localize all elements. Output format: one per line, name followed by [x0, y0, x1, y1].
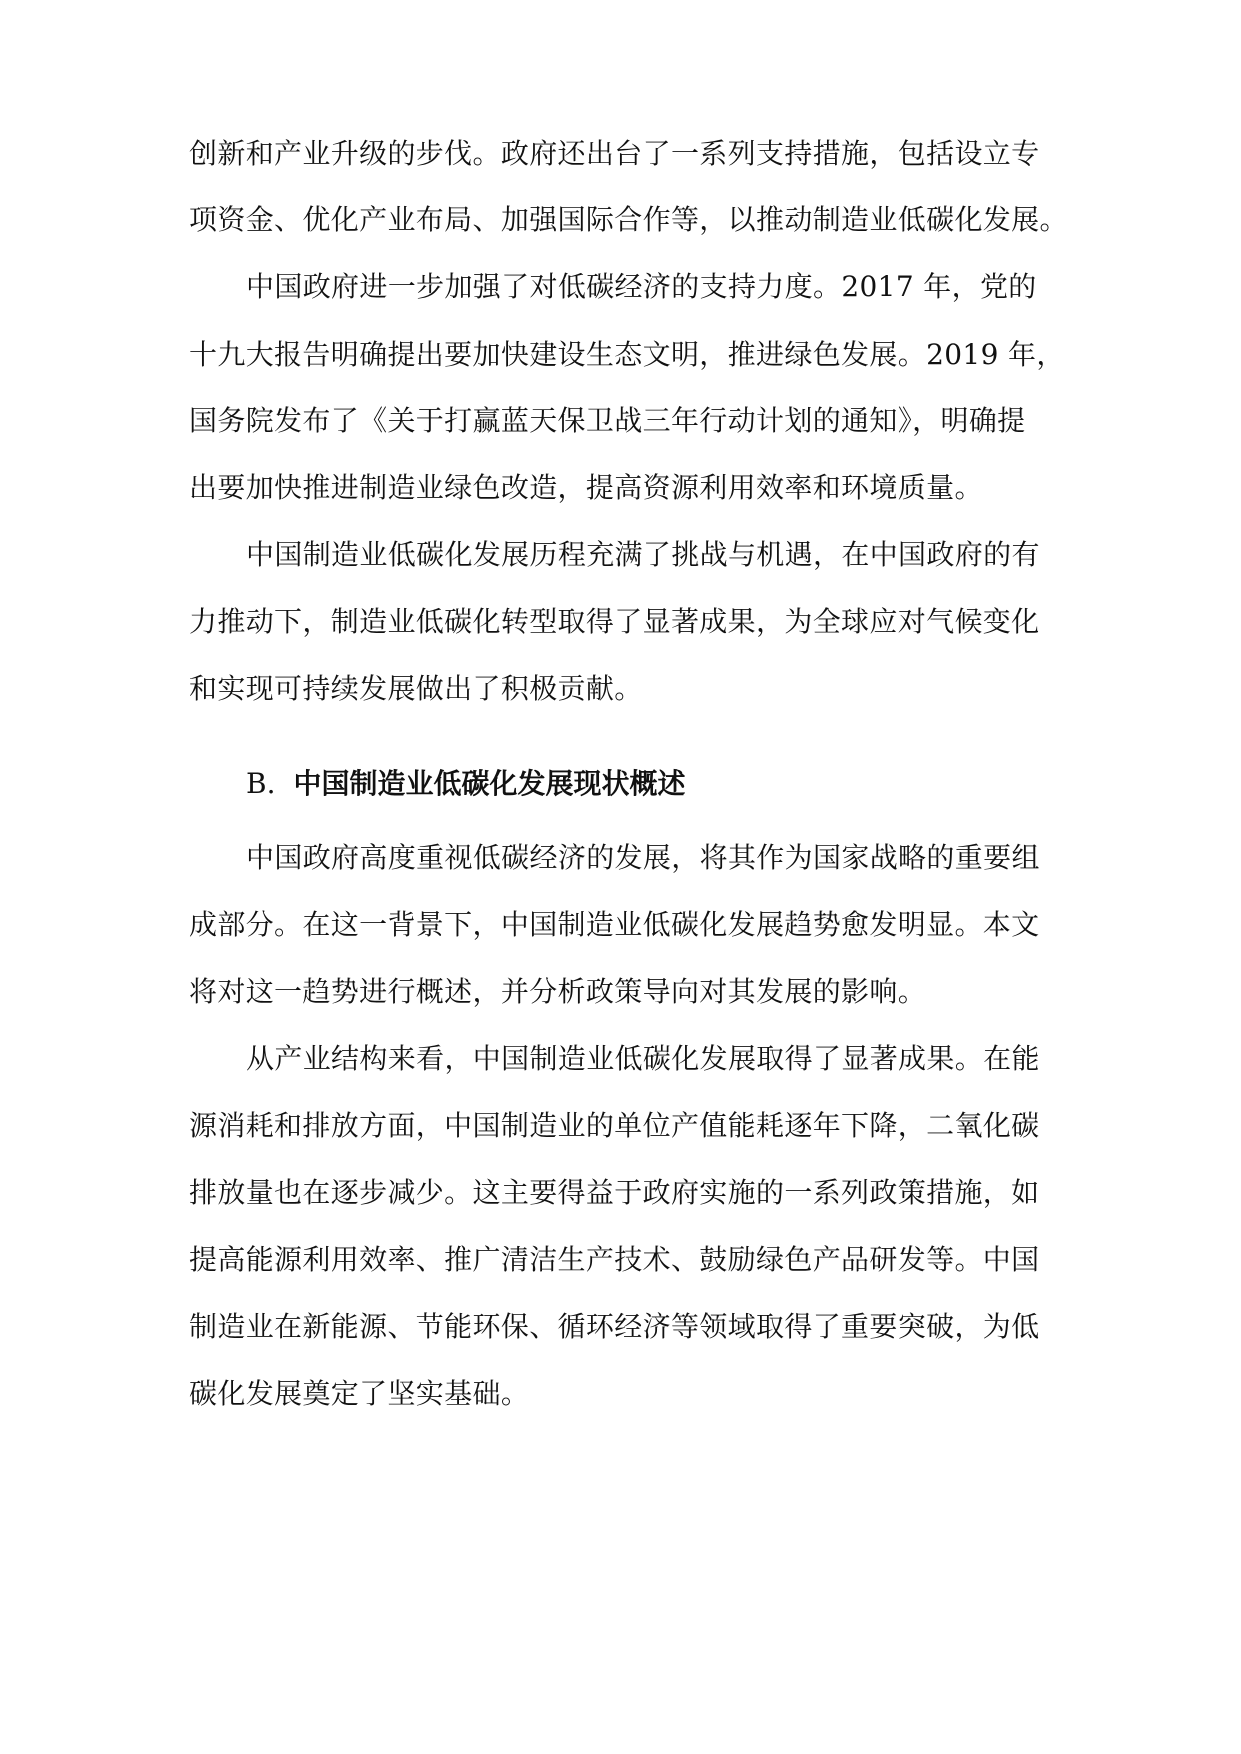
paragraph-2-line-4: 出要加快推进制造业绿色改造，提高资源利用效率和环境质量。 — [189, 471, 983, 504]
section-paragraph-2-line-2: 源消耗和排放方面，中国制造业的单位产值能耗逐年下降，二氧化碳 — [189, 1109, 1040, 1142]
section-title: 中国制造业低碳化发展现状概述 — [293, 767, 686, 800]
paragraph-2-line-3: 国务院发布了《关于打赢蓝天保卫战三年行动计划的通知》，明确提 — [189, 404, 1026, 437]
paragraph-1-line-2: 项资金、优化产业布局、加强国际合作等，以推动制造业低碳化发展。 — [189, 203, 1068, 236]
paragraph-3-line-2: 力推动下，制造业低碳化转型取得了显著成果，为全球应对气候变化 — [189, 605, 1040, 638]
section-heading — [246, 764, 1066, 804]
paragraph-2-line-2: 十九大报告明确提出要加快建设生态文明，推进绿色发展。2019 年， — [189, 338, 1065, 371]
section-paragraph-2-line-4: 提高能源利用效率、推广清洁生产技术、鼓励绿色产品研发等。中国 — [189, 1243, 1040, 1276]
section-paragraph-1-line-1: 中国政府高度重视低碳经济的发展，将其作为国家战略的重要组 — [246, 841, 1040, 874]
section-paragraph-2-line-6: 碳化发展奠定了坚实基础。 — [189, 1377, 530, 1410]
section-paragraph-2-line-5: 制造业在新能源、节能环保、循环经济等领域取得了重要突破，为低 — [189, 1310, 1040, 1343]
paragraph-2-line-1: 中国政府进一步加强了对低碳经济的支持力度。2017 年，党的 — [246, 270, 1037, 303]
paragraph-3-line-3: 和实现可持续发展做出了积极贡献。 — [189, 672, 643, 705]
section-paragraph-2-line-3: 排放量也在逐步减少。这主要得益于政府实施的一系列政策措施，如 — [189, 1176, 1040, 1209]
section-number: B. — [246, 767, 276, 800]
section-paragraph-2-line-1: 从产业结构来看，中国制造业低碳化发展取得了显著成果。在能 — [246, 1042, 1040, 1075]
paragraph-1-line-1: 创新和产业升级的步伐。政府还出台了一系列支持措施，包括设立专 — [189, 137, 1040, 170]
section-paragraph-1-line-2: 成部分。在这一背景下，中国制造业低碳化发展趋势愈发明显。本文 — [189, 908, 1040, 941]
section-paragraph-1-line-3: 将对这一趋势进行概述，并分析政策导向对其发展的影响。 — [189, 975, 927, 1008]
paragraph-3-line-1: 中国制造业低碳化发展历程充满了挑战与机遇，在中国政府的有 — [246, 538, 1040, 571]
